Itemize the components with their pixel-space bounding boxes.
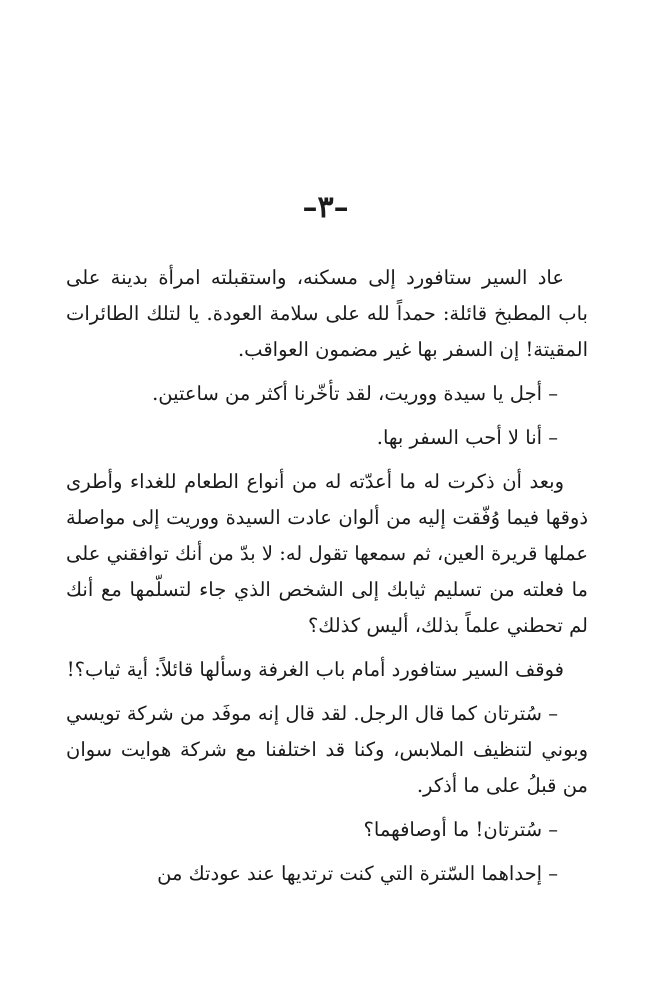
paragraph-dialogue: – سُترتان! ما أوصافهما؟	[363, 818, 558, 841]
chapter-number: –٣–	[302, 190, 349, 225]
paragraph-narration: وبعد أن ذكرت له ما أعدّته له من أنواع الطعام للغداء وأطرى ذوقها فيما وُفّقت إليه من ألوان عادت السيدة ووريت إلى مواصلة عملها قريرة العين، ثم سمعها تقول له: لا بدّ من أنك توافقني على ما فعلته من تسليم ثيابك إلى الشخص الذي جاء لتسلّمها مع أنك لم تحطني علماً بذلك، أليس كذلك؟	[66, 470, 588, 637]
paragraph-narration: فوقف السير ستافورد أمام باب الغرفة وسألها قائلاً: أية ثياب؟!	[66, 658, 564, 681]
paragraph-dialogue: – أجل يا سيدة ووريت، لقد تأخّرنا أكثر من ساعتين.	[152, 382, 558, 405]
paragraph-dialogue: – أنا لا أحب السفر بها.	[376, 426, 558, 449]
paragraph-dialogue: – سُترتان كما قال الرجل. لقد قال إنه موفَد من شركة تويسي وبوني لتنظيف الملابس، وكنا قد اختلفنا مع شركة هوايت سوان من قبلُ على ما أذكر.	[66, 702, 588, 797]
paragraph-narration: عاد السير ستافورد إلى مسكنه، واستقبلته امرأة بدينة على باب المطبخ قائلة: حمداً لله على سلامة العودة. يا لتلك الطائرات المقيتة! إن السفر بها غير مضمون العواقب.	[66, 266, 588, 361]
chapter-text	[66, 260, 588, 900]
paragraph-dialogue: – إحداهما السّترة التي كنت ترتديها عند عودتك من	[157, 862, 558, 885]
